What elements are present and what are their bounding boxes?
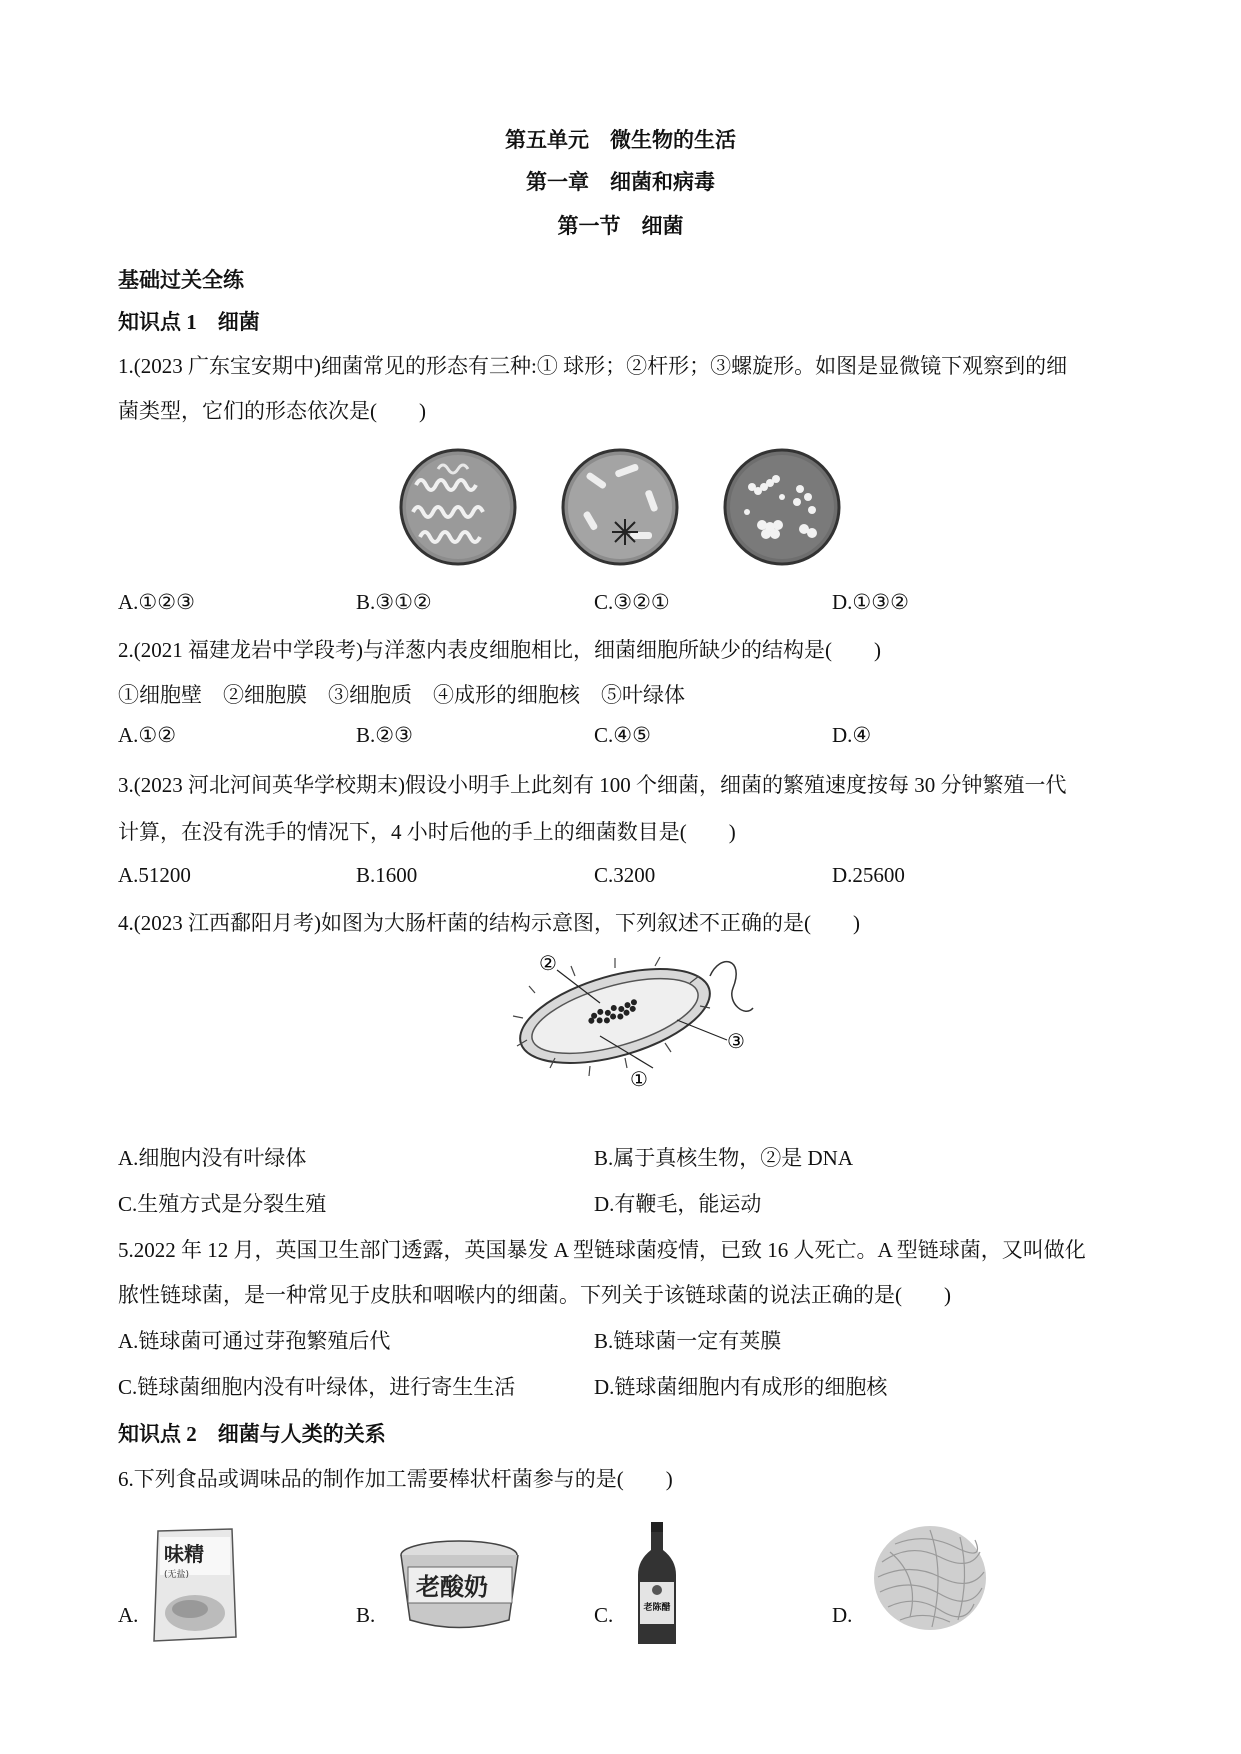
- q3-option-d[interactable]: D.25600: [832, 863, 905, 887]
- q5-option-d[interactable]: D.链球菌细胞内有成形的细胞核: [594, 1375, 888, 1399]
- practice-heading: 基础过关全练: [118, 268, 244, 292]
- q2-option-b[interactable]: B.②③: [356, 723, 413, 747]
- q3-option-a[interactable]: A.51200: [118, 863, 191, 887]
- q3-option-c[interactable]: C.3200: [594, 863, 656, 887]
- q2-line2: ①细胞壁 ②细胞膜 ③细胞质 ④成形的细胞核 ⑤叶绿体: [118, 683, 685, 707]
- label-1: ①: [630, 1067, 648, 1091]
- q5-option-b[interactable]: B.链球菌一定有荚膜: [594, 1329, 782, 1353]
- q1-option-c[interactable]: C.③②①: [594, 590, 670, 614]
- q1-option-b[interactable]: B.③①②: [356, 590, 432, 614]
- knowledge-point-2: 知识点 2 细菌与人类的关系: [118, 1422, 386, 1446]
- svg-text:老陈醋: 老陈醋: [643, 1603, 671, 1613]
- svg-text:老酸奶: 老酸奶: [416, 1573, 488, 1601]
- q6-option-a[interactable]: A.: [118, 1603, 139, 1627]
- msg-packet-image: [150, 1525, 240, 1645]
- label-3: ③: [727, 1029, 745, 1053]
- q5-option-a[interactable]: A.链球菌可通过芽孢繁殖后代: [118, 1329, 391, 1353]
- q3-line2: 计算，在没有洗手的情况下，4 小时后他的手上的细菌数目是( ): [118, 820, 736, 844]
- q2-option-c[interactable]: C.④⑤: [594, 723, 651, 747]
- yogurt-cup-image: [392, 1535, 527, 1633]
- q5-option-c[interactable]: C.链球菌细胞内没有叶绿体，进行寄生生活: [118, 1375, 516, 1399]
- q6-line1: 6.下列食品或调味品的制作加工需要棒状杆菌参与的是( ): [118, 1467, 673, 1491]
- vinegar-bottle-image: [632, 1520, 682, 1650]
- spiral-bacteria-dish: [401, 450, 515, 564]
- q1-line2: 菌类型，它们的形态依次是( ): [118, 399, 426, 423]
- unit-title: 第五单元 微生物的生活: [505, 128, 736, 152]
- q1-line1: 1.(2023 广东宝安期中)细菌常见的形态有三种:① 球形；②杆形；③螺旋形。如图是显微镜下观察到的细: [118, 354, 1068, 378]
- svg-text:(无盐): (无盐): [164, 1570, 190, 1580]
- label-2: ②: [539, 951, 557, 975]
- q1-bacteria-figure: [400, 445, 840, 570]
- q1-option-d[interactable]: D.①③②: [832, 590, 909, 614]
- svg-text:味精: 味精: [164, 1542, 204, 1566]
- knowledge-point-1: 知识点 1 细菌: [118, 310, 260, 334]
- q4-option-a[interactable]: A.细胞内没有叶绿体: [118, 1146, 307, 1170]
- q3-option-b[interactable]: B.1600: [356, 863, 418, 887]
- q3-line1: 3.(2023 河北河间英华学校期末)假设小明手上此刻有 100 个细菌，细菌的繁殖速度按每 30 分钟繁殖一代: [118, 773, 1067, 797]
- q6-option-b[interactable]: B.: [356, 1603, 376, 1627]
- q6-option-c[interactable]: C.: [594, 1603, 614, 1627]
- q4-option-c[interactable]: C.生殖方式是分裂生殖: [118, 1192, 327, 1216]
- q4-option-b[interactable]: B.属于真核生物，②是 DNA: [594, 1146, 854, 1170]
- e-coli-diagram: [505, 948, 755, 1098]
- q5-line1: 5.2022 年 12 月，英国卫生部门透露，英国暴发 A 型链球菌疫情，已致 16 人死亡。A 型链球菌，又叫做化: [118, 1238, 1086, 1262]
- q4-option-d[interactable]: D.有鞭毛，能运动: [594, 1192, 762, 1216]
- q5-line2: 脓性链球菌，是一种常见于皮肤和咽喉内的细菌。下列关于该链球菌的说法正确的是( ): [118, 1283, 951, 1307]
- q1-option-a[interactable]: A.①②③: [118, 590, 195, 614]
- q6-option-d[interactable]: D.: [832, 1603, 853, 1627]
- q2-option-d[interactable]: D.④: [832, 723, 872, 747]
- coccus-bacteria-dish: [725, 450, 839, 564]
- q2-option-a[interactable]: A.①②: [118, 723, 177, 747]
- q2-line1: 2.(2021 福建龙岩中学段考)与洋葱内表皮细胞相比，细菌细胞所缺少的结构是( ): [118, 638, 881, 662]
- rod-bacteria-dish: [563, 450, 677, 564]
- chapter-title: 第一章 细菌和病毒: [526, 170, 715, 194]
- noodles-image: [870, 1522, 990, 1634]
- section-title: 第一节 细菌: [557, 214, 684, 238]
- q4-line1: 4.(2023 江西鄱阳月考)如图为大肠杆菌的结构示意图，下列叙述不正确的是( ): [118, 911, 860, 935]
